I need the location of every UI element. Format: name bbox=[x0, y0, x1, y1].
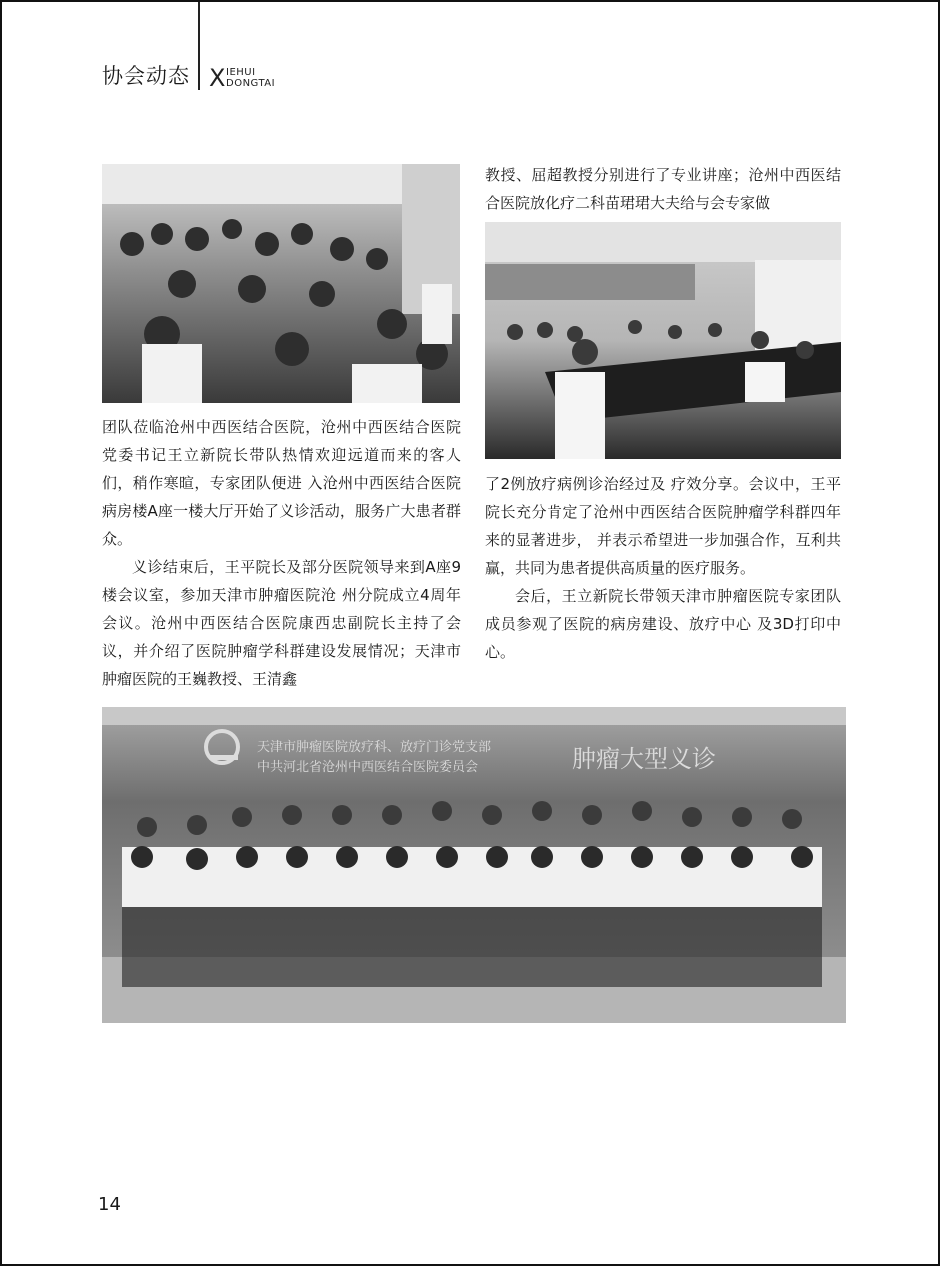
free-clinic-photo-image bbox=[102, 164, 460, 403]
meeting-photo bbox=[485, 222, 841, 459]
free-clinic-photo bbox=[102, 164, 460, 403]
section-latin-initial: X bbox=[209, 64, 226, 92]
group-banner-line1: 天津市肿瘤医院放疗科、放疗门诊党支部 bbox=[257, 740, 492, 755]
left-paragraph-2: 义诊结束后，王平院长及部分医院领导来到A座9楼会议室，参加天津市肿瘤医院沧 州分院成立4周年会议。沧州中西医结合医院康西忠副院长主持了会议，并介绍了医院肿瘤学科群建设发展情况；天津市肿瘤医院的王巍教授、王清鑫 bbox=[102, 558, 461, 688]
group-photo-image bbox=[102, 707, 846, 1023]
group-banner-line2: 中共河北省沧州中西医结合医院委员会 bbox=[257, 760, 479, 775]
group-photo bbox=[102, 707, 846, 1023]
page-number: 14 bbox=[98, 1194, 121, 1215]
right-paragraph-1: 了2例放疗病例诊治经过及 疗效分享。会议中，王平院长充分肯定了沧州中西医结合医院肿瘤学科群四年来的显著进步， 并表示希望进一步加强合作，互利共赢，共同为患者提供高质量的医疗服务。 bbox=[485, 475, 841, 577]
section-title: 协会动态 bbox=[102, 64, 190, 88]
right-column-top-text bbox=[485, 161, 841, 217]
right-paragraph-2: 会后，王立新院长带领天津市肿瘤医院专家团队成员参观了医院的病房建设、放疗中心 及3D打印中心。 bbox=[485, 587, 841, 661]
left-column-text bbox=[102, 413, 461, 693]
header-divider bbox=[198, 2, 200, 90]
section-latin-line1: IEHUI bbox=[226, 67, 256, 78]
meeting-photo-image bbox=[485, 222, 841, 459]
right-column-text bbox=[485, 470, 841, 666]
section-latin-line2: DONGTAI bbox=[226, 78, 276, 89]
group-banner-title: 肿瘤大型义诊 bbox=[572, 745, 716, 773]
right-paragraph-0: 教授、屈超教授分别进行了专业讲座；沧州中西医结合医院放化疗二科苗珺珺大夫给与会专家做 bbox=[485, 166, 841, 212]
left-paragraph-1: 团队莅临沧州中西医结合医院，沧州中西医结合医院党委书记王立新院长带队热情欢迎远道而来的客人们，稍作寒暄，专家团队便进 入沧州中西医结合医院病房楼A座一楼大厅开始了义诊活动，服务广大患者群众。 bbox=[102, 418, 461, 548]
